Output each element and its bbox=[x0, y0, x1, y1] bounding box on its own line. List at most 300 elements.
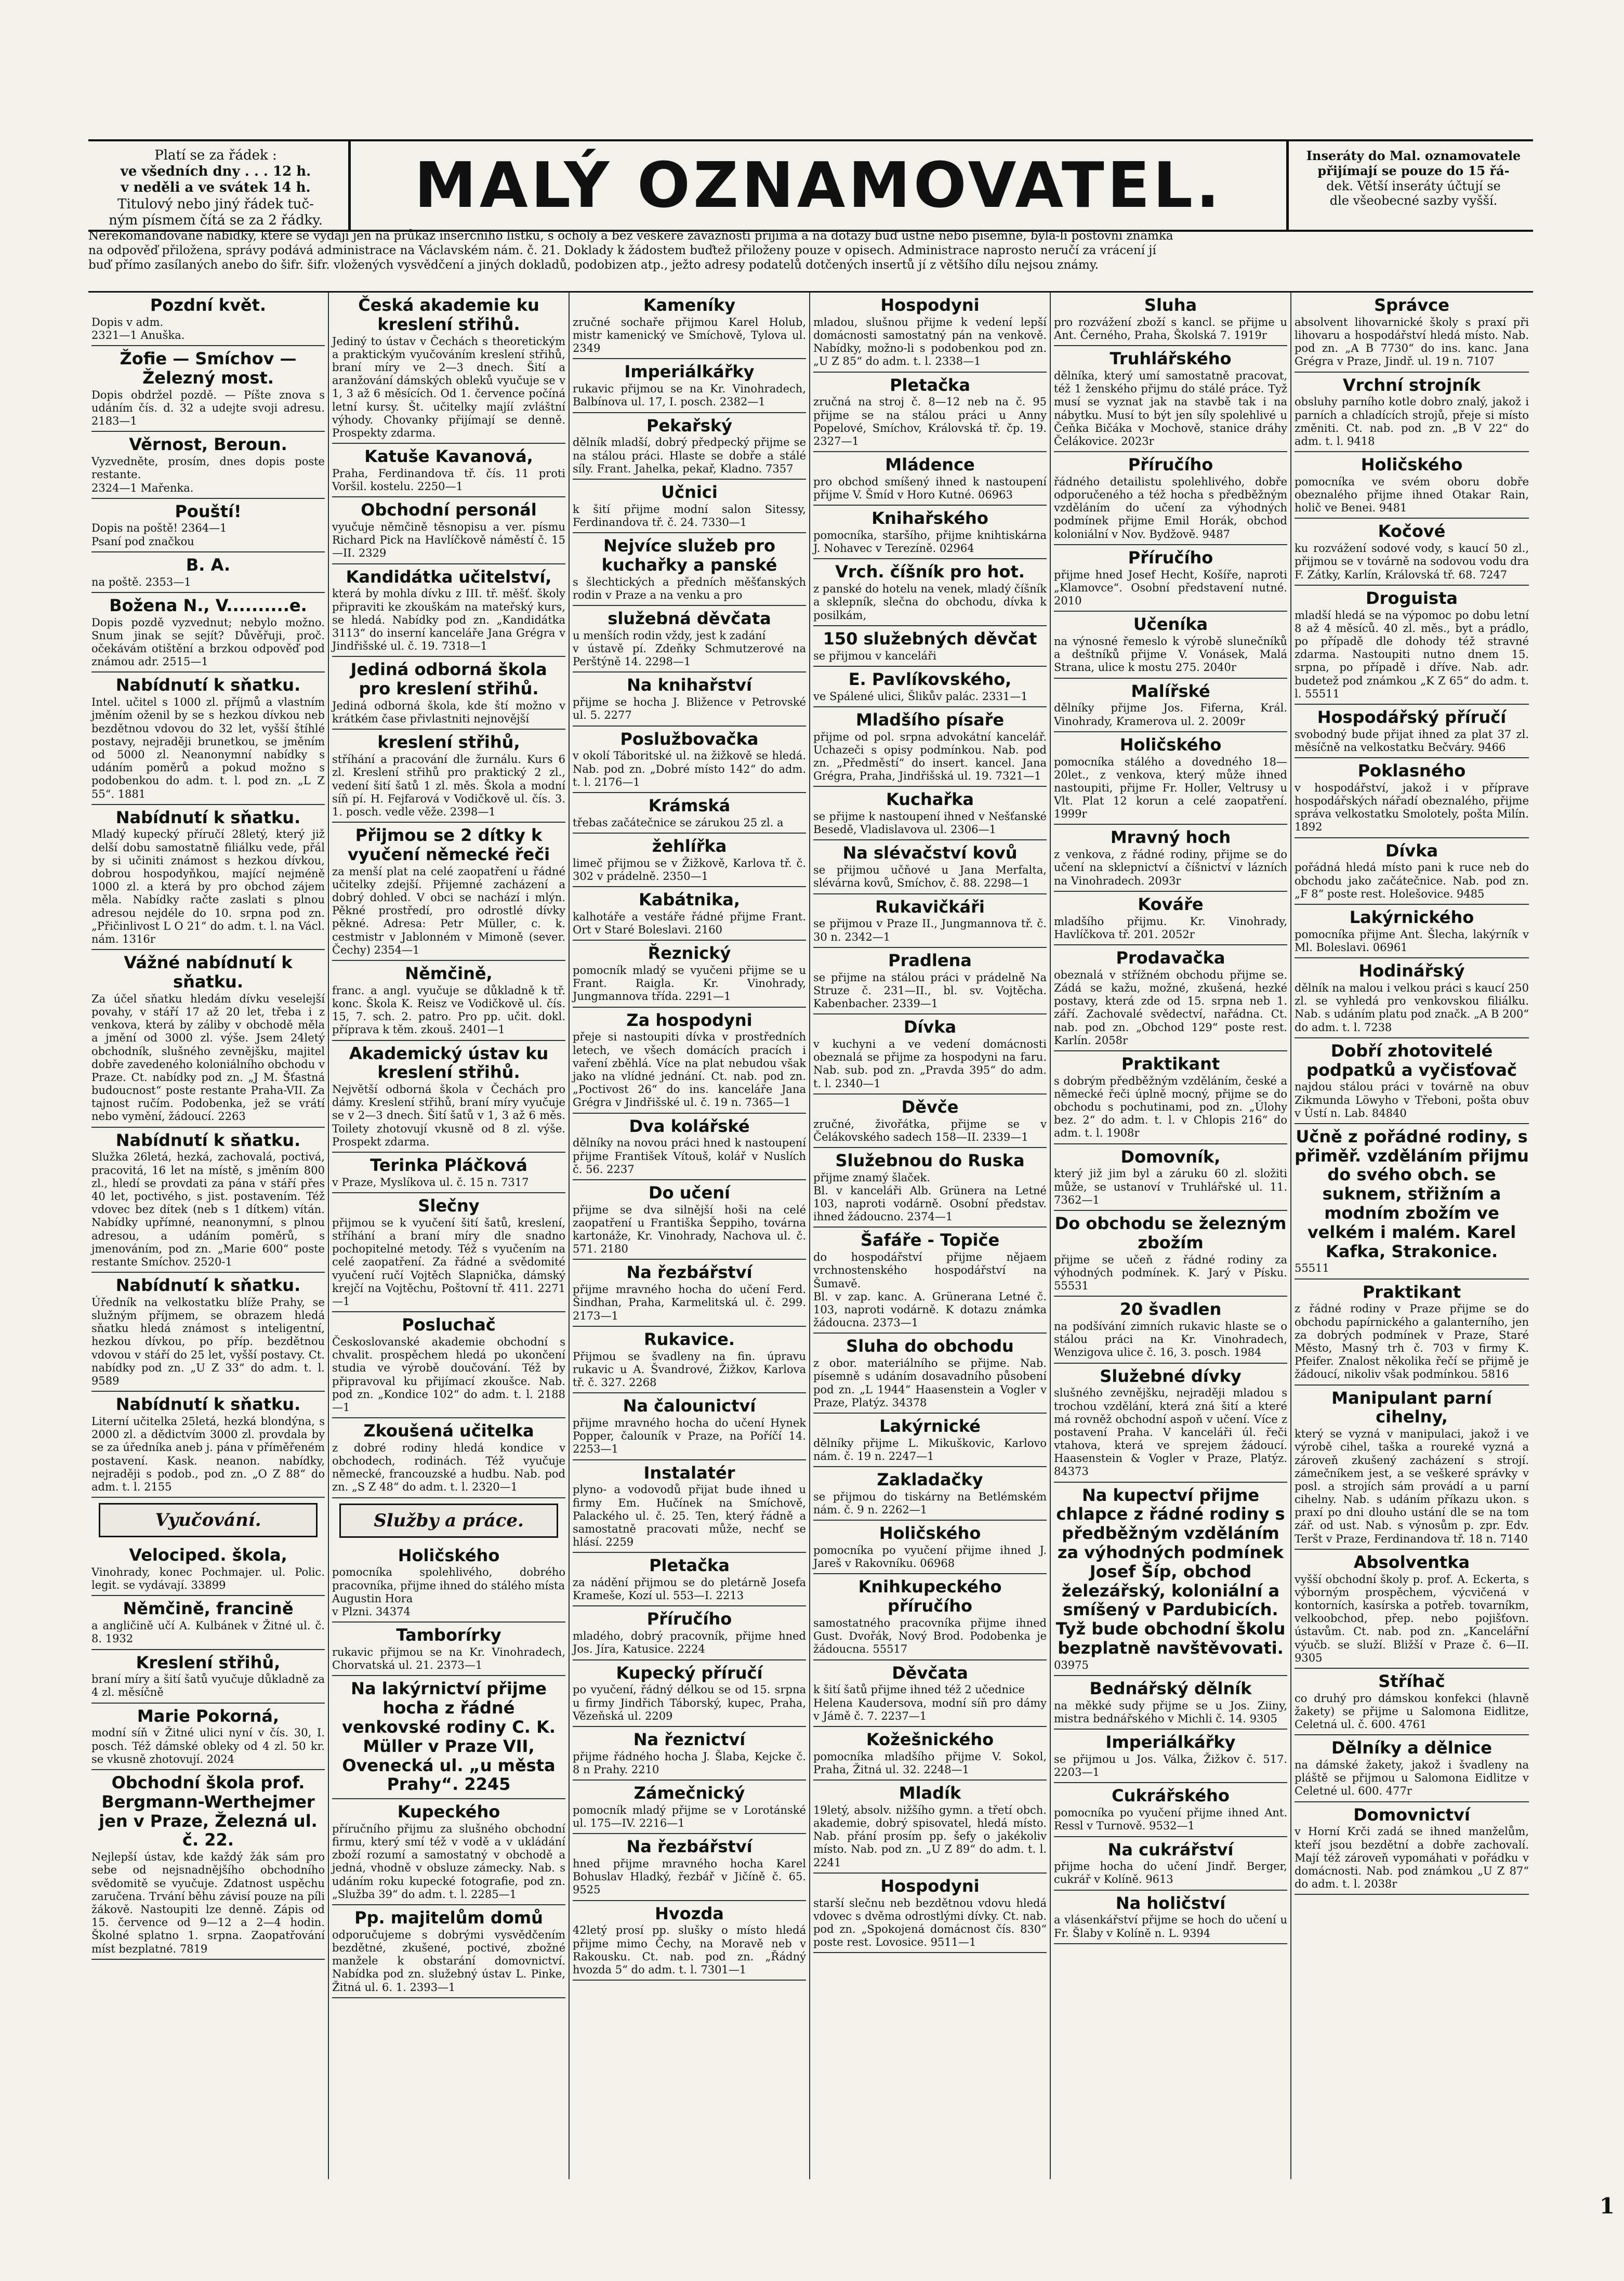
ad-body: přijme mravného hocha do učení Ferd. Šindhan, Praha, Karmelitská ul. č. 299. 2173—1 bbox=[573, 1283, 806, 1322]
classified-ad bbox=[1054, 1676, 1287, 1730]
classified-ad bbox=[91, 593, 325, 673]
ad-heading: Sluha do obchodu bbox=[846, 1336, 1014, 1356]
classified-ad bbox=[1295, 1038, 1529, 1124]
ad-body: obeznalá v střížném obchodu přijme se. Zádá se kažu, možné, zkušená, hezké postavy, která zde od 15. srpna neb 1. září. Zachovalé svědectví, nařádna. Ct. nab. pod zn. „Obchod 129“ poste rest. Karlín. 2058r bbox=[1054, 968, 1287, 1047]
classified-ad bbox=[332, 1312, 565, 1418]
ad-body: za nádění přijmou se do pletárně Josefa Krameše, Kozí ul. 553—I. 2213 bbox=[573, 1576, 806, 1602]
classified-ad bbox=[91, 1273, 325, 1392]
ad-body: mladší hledá se na výpomoc po dobu letní 8 až 4 měsíců. 40 zl. měs., byt a prádlo, po případě dle dohody též stravné zdarma. Nastoupiti nutno dnem 15. srpna, po případě i dříve. Nab. adr. budetež pod známkou „K Z 65“ do adm. t. l. 55511 bbox=[1295, 609, 1529, 700]
classified-ad bbox=[813, 787, 1047, 840]
ad-body: Literní učitelka 25letá, hezká blondýna, s 2000 zl. a dědictvím 3000 zl. provdala by se za úředníka aneb j. pána v příměřeném postavení. Kask. neanon. nabídky, nejraději s podob., pod zn. „O Z 88“ do adm. t. l. 2155 bbox=[91, 1415, 325, 1493]
ad-body: do hospodářství přijme nějaem vrchnostenského hospodářství na Šumavě. Bl. v zap. kanc. A. Grünerana Letné č. 103, naproti vodárně. K dotazu známka žádoucna. 2373—1 bbox=[813, 1251, 1047, 1329]
ad-heading: Velociped. škola, bbox=[129, 1545, 287, 1565]
ad-body: Největší odborná škola v Čechách pro dámy. Kreslení střihů, braní míry vyučuje se v 2—3 dnech. Šití šatů v 1, 3 až 6 měs. Toilety zhotovují vkusně od 8 zl. výše. Prospekt zdarma. bbox=[332, 1083, 565, 1148]
ad-body: dělníka, který umí samostatně pracovat, též 1 ženského přijmu do stálé práce. Tyž musí se vyznat jak na stavbě tak i na nábytku. Musí to být jen síly spolehlivé u Čeňka Bičáka v Mochově, stanice dráhy Čelákovice. 2023r bbox=[1054, 369, 1287, 447]
ad-heading: Příručího bbox=[1128, 455, 1213, 475]
ad-body: se přijmou do tiskárny na Betlémském nám. č. 9 n. 2262—1 bbox=[813, 1490, 1047, 1517]
ad-body: pro obchod smíšený ihned k nastoupení přijme V. Šmíd v Horo Kutné. 06963 bbox=[813, 475, 1047, 502]
ad-body: za menší plat na celé zaopatření u řádné učitelky zdejší. Přijemné zacházení a dobrý dohled. V obci se nachází i mlýn. Pěkné prostředí, pro odrostlé dívky pěkné. Adresa: Petr Müller, c. k. cestmistr v Jablonném v Mimoně (sever. Čechy) 2354—1 bbox=[332, 865, 565, 956]
ad-heading: 20 švadlen bbox=[1119, 1299, 1222, 1320]
ad-body: dělníky přijme Jos. Fiferna, Král. Vinohrady, Kramerova ul. 2. 2009r bbox=[1054, 702, 1287, 728]
ad-heading: Holičského bbox=[879, 1523, 981, 1544]
classified-ad bbox=[573, 727, 806, 793]
classified-ad bbox=[1295, 1550, 1529, 1669]
ad-heading: Děvče bbox=[901, 1097, 959, 1117]
ad-heading: služebná děvčata bbox=[608, 609, 771, 629]
ad-heading: Žofie — Smíchov — Železný most. bbox=[120, 349, 297, 388]
classified-columns bbox=[88, 291, 1533, 2179]
ad-heading: Absolventka bbox=[1353, 1552, 1470, 1572]
ad-heading: Učnici bbox=[661, 482, 718, 502]
classified-ad bbox=[573, 793, 806, 834]
ad-body: z panské do hotelu na venek, mladý číšník a sklepník, slečna do obchodu, dívka k posilkám, bbox=[813, 583, 1047, 622]
ad-heading: Mravný hoch bbox=[1110, 827, 1231, 848]
ad-body: zručná na stroj č. 8—12 neb na č. 95 přijme se na stálou práci u Anny Popelové, Smíchov, Královská tř. čp. 19. 2327—1 bbox=[813, 395, 1047, 447]
classified-ad bbox=[1054, 679, 1287, 732]
column-2 bbox=[329, 293, 570, 2179]
ad-body: se přijmou učňové u Jana Merfalta, slévárna kovů, Smíchov, č. 88. 2298—1 bbox=[813, 864, 1047, 890]
ad-heading: Pletačka bbox=[890, 375, 970, 395]
classified-ad bbox=[1295, 838, 1529, 905]
ad-body: pomocníka, staršího, přijme knihtiskárna J. Nohavec v Terezíně. 02964 bbox=[813, 529, 1047, 555]
ad-body: třebas začátečnice se zárukou 25 zl. a bbox=[573, 816, 784, 829]
ad-body: Dopis obdržel pozdě. — Píšte znova s udáním čís. d. 32 a udejte svoji adresu. 2183—1 bbox=[91, 388, 325, 428]
column-4 bbox=[810, 293, 1051, 2179]
classified-ad bbox=[332, 497, 565, 564]
ad-heading: Droguista bbox=[1366, 588, 1458, 608]
section-heading: Vyučování. bbox=[99, 1503, 318, 1537]
ad-body: Služka 26letá, hezká, zachovalá, poctivá, pracovitá, 16 let na místě, s jměním 800 zl., hledí se provdati za pána v stáří přes 40 let, poctivého, s jist. postavením. Též vdovec bez dítek (neb s 1 dítkem) vítán. Nabídky upřímné, neanonymní, s plnou adresou, a udáním poměrů, s jmenováním, pod zn. „Marie 600“ poste restante Smíchov. 2520-1 bbox=[91, 1151, 325, 1268]
ad-heading: Bednářský dělník bbox=[1089, 1678, 1252, 1698]
ad-body: rukavic přijmou se na Kr. Vinohradech, Chorvatská ul. 21. 2373—1 bbox=[332, 1645, 565, 1672]
ad-heading: Zkoušená učitelka bbox=[363, 1421, 534, 1441]
column-1 bbox=[88, 293, 329, 2179]
ad-body: se přijmou v kanceláři bbox=[813, 649, 936, 662]
ad-heading: Slečny bbox=[418, 1196, 480, 1216]
classified-ad bbox=[573, 1260, 806, 1326]
classified-ad bbox=[813, 506, 1047, 559]
rates-box bbox=[94, 148, 338, 229]
classified-ad bbox=[573, 606, 806, 673]
ad-heading: Dobří zhotovitelé podpatků a vyčisťovač bbox=[1306, 1040, 1517, 1080]
ad-body: pomocníka mladšího přijme V. Sokol, Praha, Žitná ul. 32. 2248—1 bbox=[813, 1750, 1047, 1776]
ad-body: v kuchyni a ve vedení domácnosti obeznalá se přijme za hospodyni na faru. Nab. sub. pod zn. „Pravda 395“ do adm. t. l. 2340—1 bbox=[813, 1037, 1047, 1090]
classified-ad bbox=[1054, 1891, 1287, 1944]
ad-heading: Poklasného bbox=[1357, 761, 1466, 781]
column-6 bbox=[1291, 293, 1532, 2179]
classified-ad bbox=[813, 452, 1047, 506]
ad-heading: Šafáře - Topiče bbox=[860, 1230, 1000, 1250]
ad-body: mladou, slušnou přijme k vedení lepší domácnosti samostatný pán na venkově. Nabídky, možno-li s podobenkou pod zn. „U Z 85“ do adm. t. l. 2338—1 bbox=[813, 315, 1047, 368]
ad-heading: Cukrářského bbox=[1112, 1786, 1230, 1806]
ad-heading: Posluchač bbox=[402, 1315, 496, 1335]
classified-ad bbox=[813, 1228, 1047, 1334]
ad-body: Jediný to ústav v Čechách s theoretickým a praktickým vyučováním kreslení střihů, braní míry ve 2—3 dnech. Šití a aranžování dámských obleků vyučuje se v 1, 3 až 6 měsících. Od 1. července počíná letní kursy. Št. učitelky majíí zvláštní výhody. Chovanky přijímají se denně. Prospekty zdarma. bbox=[332, 335, 565, 439]
ad-body: vyšší obchodní školy p. prof. A. Eckerta, s výborným prospěchem, výcvičená v kontorních, kasírska a potřeb. tovarníkm, velkoobchod, přep. nebo pojišťovn. ústavům. Ct. nab. pod zn. „Kancelářní výučb. se služí. Bližší v Praze č. 6—II. 9305 bbox=[1295, 1573, 1529, 1664]
ad-body: přijme od pol. srpna advokátní kancelář. Uchazeči s opisy podmínkou. Nab. pod zn. „Předměstí“ do insert. kancel. Jana Grégra, Praha, Jindřišská ul. 19. 7321—1 bbox=[813, 730, 1047, 783]
classified-ad bbox=[1054, 945, 1287, 1051]
classified-ad bbox=[573, 673, 806, 726]
classified-ad bbox=[573, 1180, 806, 1260]
classified-ad bbox=[1054, 825, 1287, 891]
classified-ad bbox=[332, 961, 565, 1041]
ad-heading: Marie Pokorná, bbox=[137, 1706, 280, 1726]
classified-ad bbox=[1054, 1783, 1287, 1837]
ad-body: dělník mladší, dobrý předpecký přijme se na stálou práci. Hlaste se dobře a stálé síly. Frant. Jahelka, pekař, Kladno. 7357 bbox=[573, 436, 806, 475]
classified-ad bbox=[813, 1095, 1047, 1148]
classified-ad bbox=[573, 293, 806, 359]
ad-heading: Manipulant parní cihelny, bbox=[1331, 1388, 1492, 1427]
section-heading: Služby a práce. bbox=[339, 1504, 558, 1538]
classified-ad bbox=[91, 1128, 325, 1273]
ad-heading: Na knihařství bbox=[627, 675, 752, 695]
ad-heading: Na slévačství kovů bbox=[842, 843, 1018, 863]
classified-ad bbox=[1054, 452, 1287, 545]
classified-ad bbox=[91, 1704, 325, 1770]
classified-ad bbox=[813, 1334, 1047, 1414]
classified-ad bbox=[1295, 586, 1529, 705]
notice-line: Nerekomandované nabídky, které se vydají jen na průkaz inserčního lístku, s ocholy a bez veškeré závaznosti přijímá a na dotazy buď ústně nebo písemně, byla-li poštovní známka bbox=[88, 229, 1173, 243]
ad-heading: Pletačka bbox=[649, 1555, 730, 1576]
classified-ad bbox=[573, 1008, 806, 1114]
classified-ad bbox=[1054, 1297, 1287, 1363]
rates-line: ve všedních dny . . . 12 h. bbox=[120, 164, 311, 180]
classified-ad bbox=[332, 1676, 565, 1799]
classified-ad bbox=[1054, 1364, 1287, 1483]
classified-ad bbox=[1054, 545, 1287, 612]
classified-ad bbox=[813, 1874, 1047, 1954]
classified-ad bbox=[332, 1623, 565, 1676]
admin-notice bbox=[88, 229, 1533, 288]
classified-ad bbox=[573, 1114, 806, 1180]
ad-heading: Vážné nabídnutí k sňatku. bbox=[124, 953, 293, 992]
ad-body: dělník na malou i velkou práci s kaucí 250 zl. se vyhledá pro venkovskou filiálku. Nab. s udáním platu pod značk. „A B 200“ do adm. t. l. 7238 bbox=[1295, 981, 1529, 1034]
classified-ad bbox=[1295, 705, 1529, 758]
ad-body: odporučujeme s dobrými vysvědčením bezdětné, zkušené, poctivé, zbožné manžele k obstarání domovnictví. Nabídka pod zn. služebný ústav L. Pinke, Žitná ul. 6. 1. 2393—1 bbox=[332, 1928, 565, 1994]
ad-body: Vinohrady, konec Pochmajer. ul. Polic. legit. se vydávají. 33899 bbox=[91, 1565, 325, 1592]
ad-body: Dopis v adm. 2321—1 Anuška. bbox=[91, 315, 185, 341]
classified-ad bbox=[573, 1660, 806, 1727]
ad-heading: Na řezbářství bbox=[626, 1262, 752, 1283]
ad-body: se přijmou u Jos. Válka, Žižkov č. 517. 2203—1 bbox=[1054, 1752, 1287, 1779]
ad-heading: kreslení střihů, bbox=[377, 732, 520, 753]
classified-ad bbox=[91, 552, 325, 593]
ad-body: z obor. materiálního se přijme. Nab. písemně s udáním dosavadního působení pod zn. „L 1944“ Haasenstein a Vogler v Praze, Platýz. 34378 bbox=[813, 1357, 1047, 1409]
ad-heading: Věrnost, Beroun. bbox=[129, 434, 287, 455]
classified-ad bbox=[813, 1781, 1047, 1874]
ad-body: zručné sochaře přijmou Karel Holub, mistr kamenický ve Smíchově, Tylova ul. 2349 bbox=[573, 315, 806, 355]
ad-heading: Nabídnutí k sňatku. bbox=[115, 1275, 301, 1296]
ad-heading: Nabídnutí k sňatku. bbox=[115, 1394, 301, 1415]
classified-ad bbox=[573, 480, 806, 533]
ad-body: Praha, Ferdinandova tř. čís. 11 proti Voršil. kostelu. 2250—1 bbox=[332, 467, 565, 493]
classified-ad bbox=[813, 1574, 1047, 1660]
ad-heading: Kožešnického bbox=[866, 1729, 994, 1749]
ad-heading: Mladík bbox=[899, 1783, 961, 1803]
ad-body: přijme hned Josef Hecht, Košíře, naproti „Klamovce“. Osobní představení nutné. 2010 bbox=[1054, 568, 1287, 607]
classified-ad bbox=[332, 730, 565, 823]
ad-heading: Na cukrářství bbox=[1107, 1839, 1234, 1860]
classified-ad bbox=[573, 1727, 806, 1781]
ad-body: pomocníka stálého a dovedného 18—20let., z venkova, který může ihned nastoupiti, přijme Fr. Holler, Veltrusy u Vlt. Plat 12 korun a celé zaopatření. 1999r bbox=[1054, 755, 1287, 821]
classified-ad bbox=[813, 559, 1047, 626]
ad-heading: Učeníka bbox=[1133, 614, 1208, 635]
note-line: přijímají se pouze do 15 řá- bbox=[1317, 163, 1510, 178]
classified-ad bbox=[1054, 1730, 1287, 1783]
notice-line: buď přímo zasílaných anebo do šifr. šifr. vložených vysvědčení a jiných dokladů, podobizen atp., ježto adresy podatelů dotčených insertů jí z většího dílu nejsou známy. bbox=[88, 258, 1099, 272]
ad-heading: B. A. bbox=[186, 555, 231, 575]
ad-body: která by mohla dívku z III. tř. měšť. školy připraviti ke zkouškám na mateřský kurs, se hledá. Nabídky pod zn. „Kandidátka 3113“ do inserní kanceláře Jana Grégra v Jindřišské ul. č. 19. 7318—1 bbox=[332, 587, 565, 653]
classified-ad bbox=[332, 823, 565, 961]
ad-body: z dobré rodiny hledá kondice v obchodech, rodinách. Též vyučuje německé, francouzské a hudbu. Nab. pod zn. „S Z 48“ do adm. t. l. 2320—1 bbox=[332, 1441, 565, 1494]
ad-body: pomocníka ve svém oboru dobře obeznalého přijme ihned Otakar Rain, holič ve Benei. 9481 bbox=[1295, 475, 1529, 515]
ad-heading: Praktikant bbox=[1121, 1053, 1220, 1074]
ad-body: Dopis pozdě vyzvednut; nebylo možno. Snum jinak se sejít? Důvěřuji, proč. očekávám otištění a brzkou odpověď pod známou adr. 2515—1 bbox=[91, 616, 325, 668]
rates-line: v neděli a ve svátek 14 h. bbox=[121, 180, 311, 196]
ad-body: vyučuje němčině těsnopisu a ver. písmu Richard Pick na Havlíčkově náměstí č. 15—II. 2329 bbox=[332, 521, 565, 560]
classified-ad bbox=[332, 293, 565, 444]
classified-ad bbox=[1295, 452, 1529, 519]
ad-heading: Za hospodyni bbox=[626, 1010, 752, 1030]
classified-ad bbox=[813, 293, 1047, 373]
ad-heading: Nejvíce služeb pro kuchařky a panské bbox=[601, 536, 777, 575]
ad-heading: Do obchodu se železným zbožím bbox=[1054, 1214, 1287, 1252]
ad-body: přeje si nastoupiti dívka v prostředních letech, ve všech domácích pracích i vaření zběhlá. Více na plat nebudou však jako na vlídné jednání. Ct. nab. pod zn. „Poctivost 26“ do ins. kanceláře Jana Grégra v Jindřišské ul. č. 19 n. 7365—1 bbox=[573, 1031, 806, 1109]
ad-body: v okolí Táboritské ul. na žižkově se hledá. Nab. pod zn. „Dobré místo 142“ do adm. t. l. 2176—1 bbox=[573, 749, 806, 788]
ad-heading: Stříhač bbox=[1378, 1671, 1445, 1691]
classified-ad bbox=[1054, 1483, 1287, 1676]
ad-body: a angličině učí A. Kulbánek v Žitné ul. č. 8. 1932 bbox=[91, 1619, 325, 1645]
classified-ad bbox=[573, 941, 806, 1007]
classified-ad bbox=[332, 1799, 565, 1905]
page-number: 1 bbox=[1599, 2193, 1615, 2219]
ad-body: dělníky na novou práci hned k nastoupení přijme František Vítouš, kolář v Nuslích č. 56. 2237 bbox=[573, 1137, 806, 1176]
ad-body: modní síň v Žitné ulici nyní v čís. 30, I. posch. Též dámské obleky od 4 zl. 50 kr. se vkusně zhotovují. 2024 bbox=[91, 1726, 325, 1765]
ad-heading: Jediná odborná škola pro kreslení střihů. bbox=[350, 660, 547, 699]
ad-body: najdou stálou práci v továrně na obuv Zikmunda Löwyho v Třeboni, pošta obuv v Ústí n. Lab. 84840 bbox=[1295, 1080, 1529, 1119]
ad-heading: Hodinářský bbox=[1358, 961, 1465, 981]
ad-body: absolvent lihovarnické školy s praxí při lihovaru a hospodářství hledá místo. Nab. pod zn. „A B 7730“ do ins. kanc. Jana Grégra v Praze, Jindř. ul. 19 n. 7107 bbox=[1295, 315, 1529, 368]
ad-heading: Imperiálkářky bbox=[624, 362, 755, 382]
ad-heading: Němčině, bbox=[405, 963, 493, 983]
classified-ad bbox=[1295, 293, 1529, 373]
classified-ad bbox=[91, 1392, 325, 1498]
ad-body: přijme se hocha J. Bližence v Petrovské ul. 5. 2277 bbox=[573, 696, 806, 722]
ad-body: Úředník na velkostatku blíže Prahy, se služným příjmem, se obrazem hledá sňatku hledá známost s inteligentní, hezkou dívkou, po příp. bezdětnou vdovou v stáří do 25 let, vyšší postavy. Ct. nabídky pod zn. „U Z 33“ do adm. t. l. 9589 bbox=[91, 1296, 325, 1388]
ad-heading: Poslužbovačka bbox=[620, 729, 759, 749]
ad-heading: Praktikant bbox=[1362, 1282, 1461, 1302]
classified-ad bbox=[91, 346, 325, 432]
ad-body: pomocník mladý se vyučeni přijme se u Frant. Raigla. Kr. Vinohrady, Jungmannova třída. 2291—1 bbox=[573, 964, 806, 1003]
note-line: dle všeobecné sazby vyšší. bbox=[1329, 193, 1498, 208]
ad-body: obsluhy parního kotle dobro znalý, jakož i parních a chladících strojů, přeje si místo změniti. Ct. nab. pod zn. „B V 22“ do adm. t. l. 9418 bbox=[1295, 395, 1529, 447]
ad-heading: Příručího bbox=[646, 1609, 732, 1629]
ad-heading: Hospodyni bbox=[880, 295, 980, 315]
classified-ad bbox=[1295, 1802, 1529, 1895]
classified-ad bbox=[332, 1905, 565, 1998]
ad-heading: E. Pavlíkovského, bbox=[848, 669, 1012, 689]
classified-ad bbox=[573, 413, 806, 480]
classified-ad bbox=[332, 564, 565, 657]
classified-ad bbox=[91, 805, 325, 950]
classified-ad bbox=[573, 533, 806, 606]
ad-heading: Kupeckého bbox=[397, 1802, 500, 1822]
classified-ad bbox=[813, 373, 1047, 453]
ad-body: který již jim byl a záruku 60 zl. složiti může, se ustanoví v Truhlářské ul. 11. 7362—1 bbox=[1054, 1167, 1287, 1206]
ad-body: u menších rodin vždy, jest k zadání v ústavě pí. Zdeňky Schmutzerové na Perštýně 14. 2298—1 bbox=[573, 629, 806, 668]
ad-body: se přijmou v Praze II., Jungmannova tř. č. 30 n. 2342—1 bbox=[813, 917, 1047, 943]
ad-heading: Kreslení střihů, bbox=[136, 1652, 281, 1672]
ad-body: s šlechtických a předních měšťanských rodin v Praze a na venku a pro bbox=[573, 575, 806, 601]
ad-heading: Knihařského bbox=[872, 508, 988, 529]
classified-ad bbox=[573, 1606, 806, 1660]
ad-heading: Truhlářského bbox=[1110, 349, 1232, 369]
ad-heading: Na řezbářství bbox=[626, 1837, 752, 1857]
classified-ad bbox=[1295, 1669, 1529, 1735]
ad-body: přijme se dva silnější hoši na celé zaopatření u Františka Šeppiho, továrna kartonáže, Kr. Vinohrady, Nachova ul. č. 571. 2180 bbox=[573, 1203, 806, 1256]
ad-heading: Lakýrnického bbox=[1349, 907, 1474, 927]
ad-heading: Kupecký příručí bbox=[616, 1663, 763, 1683]
classified-ad bbox=[573, 887, 806, 941]
classified-ad bbox=[1295, 905, 1529, 958]
ad-body: starší slečnu neb bezdětnou vdovu hledá vdovec s dvěma odrostlými dívky. Ct. nab. pod zn. „Spokojená domácnost čís. 830“ poste rest. Lovosice. 9511—1 bbox=[813, 1896, 1047, 1949]
ad-body: z řádné rodiny v Praze přijme se do obchodu papírnického a galanterního, jen za dobrých podmínek v Praze, Staré Město, Masný trh č. 703 v firmy K. Pfeifer. Znalost několika řečí se přijmě je žádoucí, nikoliv však podmínkou. 5816 bbox=[1295, 1302, 1529, 1381]
ad-heading: Akademický ústav ku kreslení střihů. bbox=[349, 1043, 549, 1083]
note-line: dek. Větší inseráty účtují se bbox=[1326, 178, 1501, 193]
classified-ad bbox=[1054, 612, 1287, 678]
classified-ad bbox=[332, 444, 565, 497]
ad-body: zručné, živořátka, přijme se v Čelákovského sadech 158—II. 2339—1 bbox=[813, 1117, 1047, 1143]
classified-ad bbox=[1054, 732, 1287, 825]
ad-body: v Praze, Myslíkova ul. č. 15 n. 7317 bbox=[332, 1176, 529, 1189]
classified-ad bbox=[91, 432, 325, 498]
ad-heading: žehlířka bbox=[652, 836, 727, 856]
ad-body: na poště. 2353—1 bbox=[91, 575, 191, 588]
ad-body: 19letý, absolv. nižšího gymn. a třetí obch. akademie, dobrý spisovatel, hledá místo. Nab. přání prosím pp. šefy o jakékoliv místo. Nab. pod zn. „U Z 89“ do adm. t. l. 2241 bbox=[813, 1803, 1047, 1869]
classified-ad bbox=[573, 1834, 806, 1901]
classified-ad bbox=[91, 293, 325, 346]
notice-line: na odpověď přiložena, správy podává administrace na Václavském nám. č. 21. Doklady k žádostem buďtež přiloženy pouze v opisech. Administrace naprosto neručí za vrácení jí bbox=[88, 244, 1156, 258]
classified-ad bbox=[91, 673, 325, 805]
ad-heading: Sluha bbox=[1144, 295, 1197, 315]
classified-ad bbox=[573, 1393, 806, 1460]
ad-body: dělníky přijme L. Mikuškovic, Karlovo nám. č. 19 n. 2247—1 bbox=[813, 1436, 1047, 1462]
ad-body: pro rozvážení zboží s kancl. se přijme u Ant. Černého, Praha, Školská 7. 1919r bbox=[1054, 315, 1287, 341]
classified-ad bbox=[1054, 892, 1287, 945]
ad-heading: Služebné dívky bbox=[1100, 1366, 1242, 1386]
classified-ad bbox=[1054, 293, 1287, 346]
classified-ad bbox=[813, 840, 1047, 894]
ad-body: Nejlepší ústav, kde každý žák sám pro sebe od nejsnadnějšího obchodního svědomitě se vyučuje. Zdatnost uspěchu zaručena. Trvání běhu závisí pouze na píli žákově. Nastoupiti lze denně. Zápis od 15. července od 9—12 a 2—4 hodin. Školné splatno 1. srpna. Zaopatřování míst bezplatné. 7819 bbox=[91, 1851, 325, 1955]
ad-heading: Zámečnický bbox=[633, 1783, 745, 1803]
ad-body: pomocníka přijme Ant. Šlecha, lakýrník v Ml. Boleslavi. 06961 bbox=[1295, 928, 1529, 954]
ad-heading: Prodavačka bbox=[1116, 947, 1225, 968]
ad-heading: Hospodyni bbox=[880, 1876, 980, 1896]
classified-ad bbox=[332, 1041, 565, 1153]
ad-heading: Domovnictví bbox=[1353, 1804, 1470, 1825]
classified-ad bbox=[1295, 519, 1529, 585]
ad-heading: Nabídnutí k sňatku. bbox=[115, 1130, 301, 1150]
classified-ad bbox=[813, 667, 1047, 707]
ad-body: 42letý prosí pp. slušky o místo hledá přijme mimo Čechy, na Moravě neb v Rakousku. Ct. nab. pod zn. „Řádný hvozda 5“ do adm. t. l. 7301—1 bbox=[573, 1924, 806, 1976]
ad-heading: Dívka bbox=[903, 1017, 957, 1037]
ad-heading: Na čalounictví bbox=[623, 1396, 756, 1416]
ad-heading: Pozdní květ. bbox=[150, 295, 267, 315]
ad-body: braní míry a šití šatů vyučuje důkladně za 4 zl. měsíčně bbox=[91, 1673, 325, 1699]
ad-heading: Kandidátka učitelství, bbox=[346, 566, 552, 587]
ad-heading: Pekařský bbox=[646, 415, 732, 436]
ad-body: s dobrým předběžným vzděláním, české a německé řeči úplně mocný, přijme se do obchodu s pochutinami, pod zn. „Úlohy bez. 2“ do adm. t. l. v Chlopis 216“ do adm. t. l. 1908r bbox=[1054, 1074, 1287, 1140]
classified-ad bbox=[1295, 1386, 1529, 1550]
ad-heading: Služebnou do Ruska bbox=[835, 1150, 1025, 1170]
ad-body: pomocníka spolehlivého, dobrého pracovníka, přijme ihned do stálého místa Augustin Hora v Plzni. 34374 bbox=[332, 1566, 565, 1618]
ad-heading: Řeznický bbox=[648, 943, 731, 964]
ad-body: 55511 bbox=[1295, 1262, 1329, 1275]
ad-heading: Mladšího písaře bbox=[855, 709, 1005, 730]
ad-heading: Kováře bbox=[1138, 894, 1204, 914]
note-line: Inseráty do Mal. oznamovatele bbox=[1306, 148, 1521, 163]
ad-heading: Pouští! bbox=[175, 501, 242, 521]
classified-ad bbox=[573, 1901, 806, 1981]
classified-ad bbox=[1295, 1280, 1529, 1386]
ad-heading: Imperiálkářky bbox=[1105, 1732, 1236, 1752]
classified-ad bbox=[813, 707, 1047, 787]
ad-heading: Kabátnika, bbox=[639, 890, 740, 910]
ad-body: mladého, dobrý pracovník, přijme hned Jos. Jíra, Katusice. 2224 bbox=[573, 1630, 806, 1656]
classified-ad bbox=[332, 1543, 565, 1623]
classified-ad bbox=[1054, 1837, 1287, 1891]
rates-line: ným písmem čítá se za 2 řádky. bbox=[109, 212, 323, 228]
ad-heading: Holičského bbox=[398, 1545, 500, 1565]
ad-body: po vyučení, řádný délkou se od 15. srpna u firmy Jindřich Táborský, kupec, Praha, Vězeňská ul. 2209 bbox=[573, 1683, 806, 1722]
ad-body: 03975 bbox=[1054, 1658, 1089, 1671]
ad-heading: Zakladačky bbox=[877, 1470, 983, 1490]
ad-heading: Kočové bbox=[1378, 521, 1446, 542]
ad-body: přijmou se k vyučení šití šatů, kreslení, stříhání a braní míry dle snadno pochopitelné metody. Též s vyučením na celé zaopatření. Za řádné a svědomité vyučení ručí Vojtěch Slapnička, dámský krejčí na Vojtěchu, Poštovní tř. 411. 2271—1 bbox=[332, 1216, 565, 1308]
rates-line: Titulový nebo jiný řádek tuč- bbox=[117, 196, 314, 212]
ad-body: na podšívání zimních rukavic hlaste se o stálou práci na Kr. Vinohradech, Wenzigova ulice č. 16, 3. posch. 1984 bbox=[1054, 1320, 1287, 1359]
ad-heading: Vrchní strojník bbox=[1342, 375, 1481, 395]
ad-body: samostatného pracovníka přijme ihned Gust. Dvořák, Nový Brod. Podobenka je žádoucna. 55517 bbox=[813, 1617, 1047, 1656]
ad-body: k šití přijme modní salon Sitessy, Ferdinandova tř. č. 24. 7330—1 bbox=[573, 503, 806, 529]
classified-ad bbox=[1295, 1124, 1529, 1280]
classified-ad bbox=[332, 1193, 565, 1312]
classified-ad bbox=[573, 1327, 806, 1393]
classified-ad bbox=[1295, 758, 1529, 838]
ad-heading: Rukavičkáři bbox=[875, 896, 985, 917]
ad-heading: Rukavice. bbox=[644, 1329, 735, 1349]
ad-body: se přijme na stálou práci v prádelně Na Struze č. 231—II., bl. sv. Vojtěcha. Kabenbacher. 2339—1 bbox=[813, 971, 1047, 1010]
classified-ad bbox=[1054, 346, 1287, 452]
ad-body: mladšího přijmu. Kr. Vinohrady, Havlíčkova tř. 201. 2052r bbox=[1054, 915, 1287, 941]
classified-ad bbox=[573, 1781, 806, 1834]
ad-body: Dopis na poště! 2364—1 Psaní pod značkou bbox=[91, 522, 227, 548]
ad-heading: Dívka bbox=[1385, 840, 1438, 861]
ad-heading: Katuše Kavanová, bbox=[364, 446, 533, 467]
ad-body: příručního přijmu za slušného obchodní firmu, který smí též v vodě a v ukládání zboží rozumí a samostatný v obchodě a jedná, vhodně v obsluze zámecky. Nab. s udáním roku kupecké fotografie, pod zn. „Služba 39“ do adm. t. l. 2285—1 bbox=[332, 1822, 565, 1901]
classified-ad bbox=[813, 1014, 1047, 1095]
ad-heading: Dva kolářské bbox=[629, 1116, 750, 1136]
ad-heading: Na lakýrnictví přijme hocha z řádné venkovské rodiny C. K. Müller v Praze VII, Ovenecká ul. „u města Prahy“. 2245 bbox=[341, 1679, 556, 1795]
ad-body: pořádná hledá místo pani k ruce neb do obchodu jako začátečnice. Nab. pod zn. „F 8“ poste rest. Holešovice. 9485 bbox=[1295, 861, 1529, 900]
ad-heading: Dělníky a dělnice bbox=[1331, 1738, 1492, 1758]
ad-body: přijme se učeň z řádné rodiny za výhodných podmínek. K. Jarý v Písku. 55531 bbox=[1054, 1253, 1287, 1292]
ad-heading: Krámská bbox=[648, 795, 731, 815]
ad-body: přijme hocha do učení Jindř. Berger, cukrář v Kolíně. 9613 bbox=[1054, 1860, 1287, 1886]
ad-heading: Pp. majitelům domů bbox=[354, 1908, 543, 1928]
ad-heading: Přijmou se 2 dítky k vyučení německé řeči bbox=[347, 825, 550, 864]
ad-body: co druhý pro dámskou konfekci (hlavně žakety) se přijme u Salomona Eidlitze, Celetná ul. č. 600. 4761 bbox=[1295, 1692, 1529, 1731]
